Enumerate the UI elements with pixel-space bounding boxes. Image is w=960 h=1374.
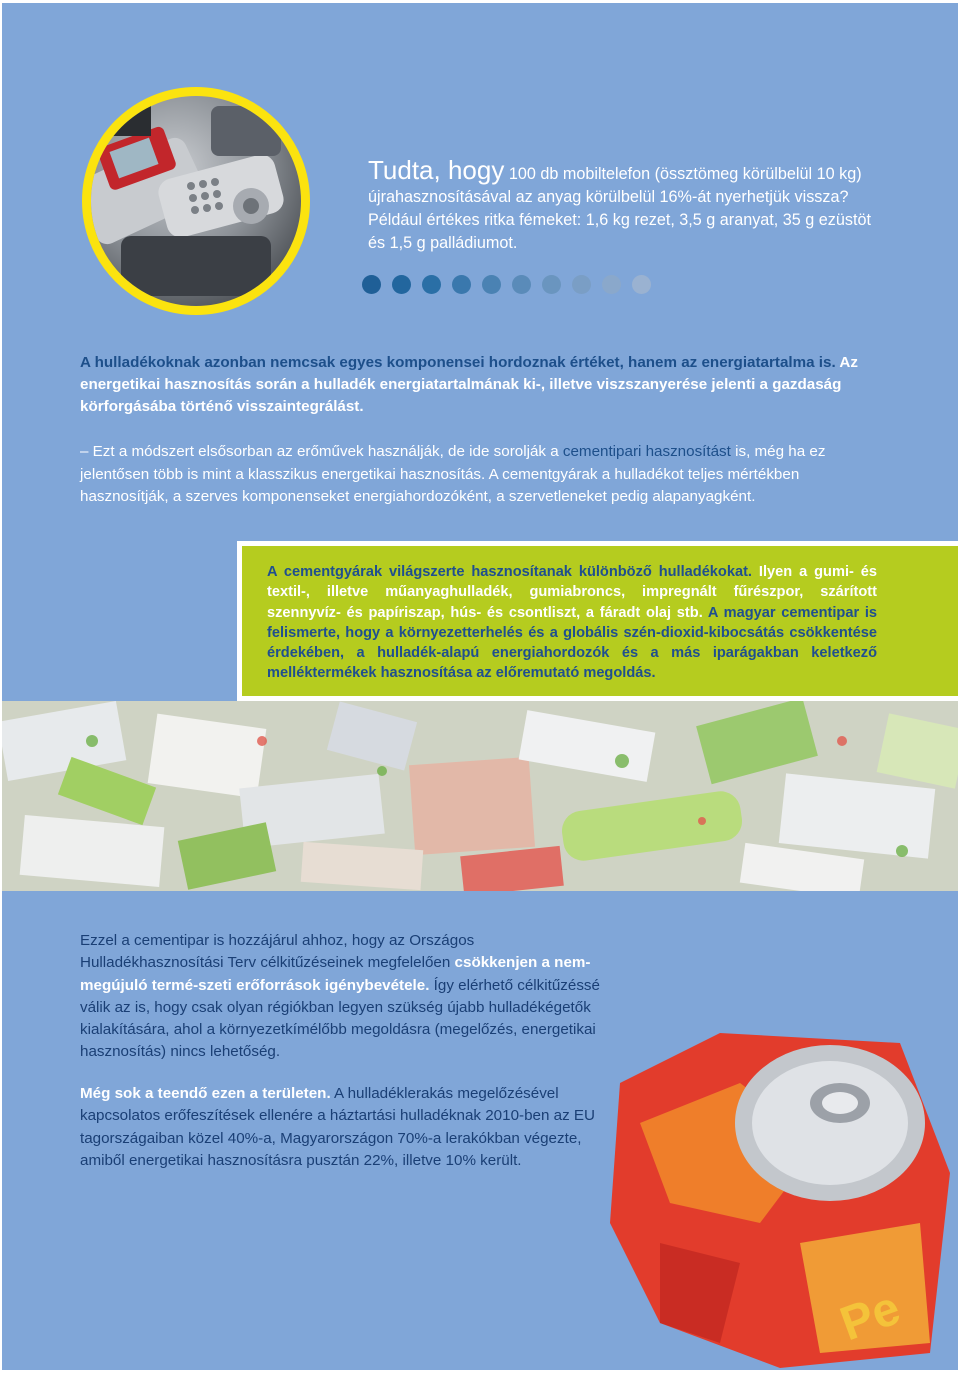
divider-dot bbox=[392, 275, 411, 294]
green-callout-text bbox=[267, 562, 877, 684]
fact-lead: Tudta, hogy bbox=[368, 155, 505, 185]
plan-paragraph bbox=[80, 930, 620, 1064]
intro-highlight: A hulladékoknak azonban nemcsak egyes komponensei hordoznak értéket, hanem az energiatartalma is. bbox=[80, 354, 836, 371]
method-text-c: is, még ha ez jelentősen több is mint a klasszikus energetikai hasznosítás. A cementgyárak a hulladékot teljes mértékben hasznosítják, a szerves komponenseket energiahordozóként, a szervetleneket pedig alapanyagként. bbox=[80, 443, 826, 505]
divider-dot bbox=[482, 275, 501, 294]
landfill-highlight: Még sok a teendő ezen a területen. bbox=[80, 1085, 331, 1102]
plan-text-a: Ezzel a cementipar is hozzájárul ahhoz, hogy az Országos Hulladékhasznosítási Terv célkitűzéseinek megfelelően bbox=[80, 932, 475, 972]
divider-dot bbox=[572, 275, 591, 294]
landfill-text: A hulladéklerakás megelőzésével kapcsolatos erőfeszítések ellenére a háztartási hulladéknak 2010-ben az EU tagországaiban közel 40%-a, Magyarországon 70%-a lerakókban végezte, amiből energetikai hasznosításra pusztán 22%, illetve 10% került. bbox=[80, 1085, 595, 1169]
crushed-can-photo bbox=[600, 1023, 958, 1370]
divider-dot bbox=[362, 275, 381, 294]
fact-box-text bbox=[368, 155, 888, 255]
method-text-a: – Ezt a módszert elsősorban az erőművek használják, de ide sorolják a bbox=[80, 443, 563, 460]
divider-dot bbox=[422, 275, 441, 294]
divider-dot bbox=[602, 275, 621, 294]
method-paragraph bbox=[80, 441, 880, 509]
landfill-paragraph bbox=[80, 1083, 620, 1172]
shredded-waste-photo bbox=[2, 701, 958, 891]
intro-rest: Az energetikai hasznosítás során a hulladék energiatartalmának ki-, illetve viszszanyerése jelenti a gazdaság körforgásába történő visszaintegrálást. bbox=[80, 354, 858, 415]
divider-dot bbox=[512, 275, 531, 294]
fact-body: 100 db mobiltelefon (össztömeg körülbelül 10 kg) újrahasznosításával az anyag körülbelül 16%-át nyerhetjük vissza? Például értékes ritka fémeket: 1,6 kg rezet, 3,5 g aranyat, 35 g ezüstöt és 1,5 g palládiumot. bbox=[368, 165, 871, 252]
method-highlight: cementipari hasznosítást bbox=[562, 443, 731, 460]
shredded-waste-illustration bbox=[2, 701, 958, 891]
crushed-can-illustration bbox=[600, 1023, 958, 1370]
can-brand-text: Pe bbox=[833, 1281, 907, 1352]
divider-dot bbox=[632, 275, 651, 294]
mobile-phones-illustration bbox=[91, 96, 301, 306]
mobile-phones-photo bbox=[82, 87, 310, 315]
intro-paragraph bbox=[80, 352, 880, 418]
dot-divider bbox=[362, 275, 651, 294]
plan-text-c: Így elérhető célkitűzéssé válik az is, hogy csak olyan régiókban legyen szükség újabb hulladékégetők kialakítására, ahol a környezetkímélőbb megoldásra (megelőzés, energetikai hasznosítás) nincs lehetőség. bbox=[80, 976, 600, 1061]
divider-dot bbox=[452, 275, 471, 294]
page bbox=[2, 3, 958, 1370]
green-highlight-c: A magyar cementipar is felismerte, hogy a környezetterhelés és a globális szén-dioxid-kibocsátás csökkentése érdekében, a hulladék-alapú energiahordozók és a más iparágakban keletkező melléktermékek hasznosítása az előremutató megoldás. bbox=[267, 604, 877, 682]
divider-dot bbox=[542, 275, 561, 294]
green-highlight-a: A cementgyárak világszerte hasznosítanak különböző hulladékokat. bbox=[267, 564, 752, 580]
plan-highlight: csökkenjen a nem-megújuló termé-szeti erőforrások igénybevétele. bbox=[80, 954, 591, 994]
green-text-b: Ilyen a gumi- és textil-, illetve műanyaghulladék, gumiabroncs, impregnált fűrészpor, szárított szennyvíz- és papíriszap, hús- és csontliszt, a fáradt olaj stb. bbox=[267, 564, 878, 621]
